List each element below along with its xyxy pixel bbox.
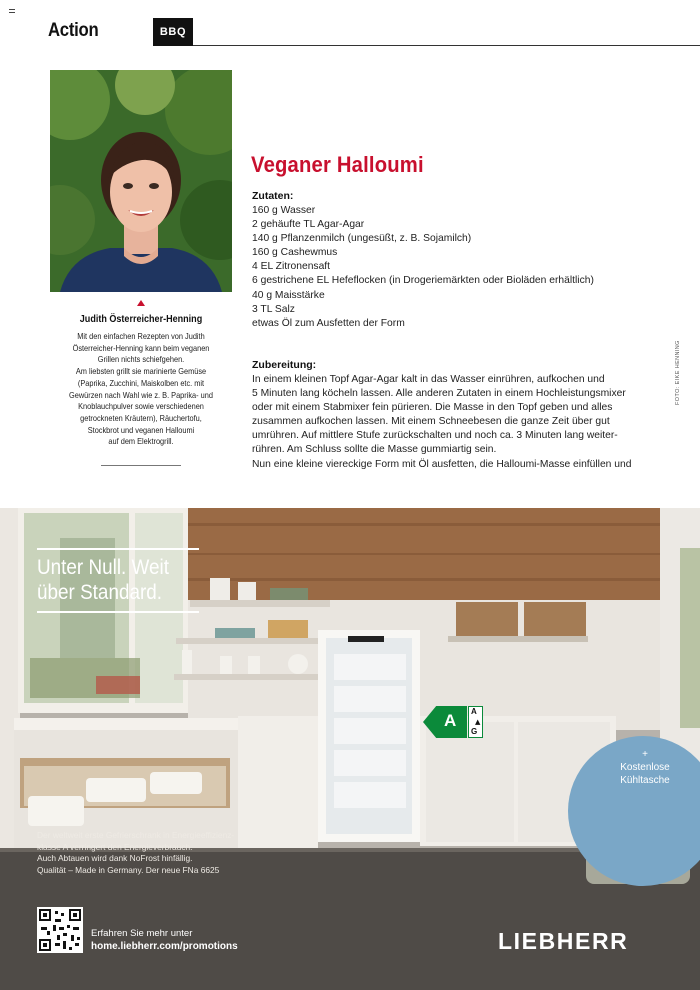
bio-line: Mit den einfachen Rezepten von Judith [77,331,205,341]
bio-line: Gewürzen nach Wahl wie z. B. Paprika- und [69,389,213,400]
portrait-illustration [50,70,232,292]
bio-line: Österreicher-Henning kann beim veganen [72,342,210,353]
preparation-line: umrühren. Auf mittlere Stufe zurückschalten und noch ca. 3 Minuten lang weiter- [252,430,618,442]
energy-scale-bottom: G [471,727,478,736]
ingredient-item: etwas Öl zum Ausfetten der Form [252,317,405,329]
page-marker [9,9,15,13]
ad-headline [37,555,169,605]
ingredient-item: 4 EL Zitronensaft [252,261,331,273]
ad-headline-line: Unter Null. Weit [37,556,169,579]
ingredient-item: 40 g Maisstärke [252,289,325,301]
preparation-line: 5 Minuten lang köcheln lassen. Alle anderen Zutaten in einem Hochleistungsmixer [252,388,626,400]
energy-label [423,706,483,738]
promo-text [606,748,684,787]
preparation-line: Nun eine kleine viereckige Form mit Öl ausfetten, die Halloumi-Masse einfüllen und [252,458,632,470]
ingredient-item: 140 g Pflanzenmilch (ungesüßt, z. B. Sojamilch) [252,233,472,245]
header-rule [193,45,700,46]
ad-body-line: Auch Abtauen wird dank NoFrost hinfällig. [37,853,193,864]
preparation-line: rühren. Am Schluss sollte die Masse gummiartig sein. [252,444,497,456]
bio-divider [101,465,181,466]
ingredients-list [252,204,594,331]
preparation-line: zusammen aufkochen lassen. Mit einem Schneebesen die ganze Zeit über gut [252,416,610,428]
qr-code-icon[interactable] [37,907,83,953]
ad-body-line: Der weltweit erste Gefrierschrank in Energieeffizienz- [37,830,235,840]
ad-body [37,830,234,876]
headline-rule-top [37,548,199,550]
author-portrait [50,70,232,292]
ingredients-heading: Zutaten: [252,190,294,202]
bio-line: Knoblauchpulver sowie verschiedenen [78,401,204,412]
recipe-title: Veganer Halloumi [251,152,424,177]
ingredient-item: 3 TL Salz [252,303,295,315]
ad-body-line: klasse A verringert den Energieverbrauch. [37,841,193,852]
preparation-text [252,373,631,472]
preparation-line: In einem kleinen Topf Agar-Agar kalt in das Wasser einrühren, aufkochen und [252,374,605,385]
energy-scale [468,706,483,738]
ad-headline-line: über Standard. [37,581,163,604]
ingredient-item: 160 g Wasser [252,205,316,216]
author-bio [50,331,232,448]
bio-line: getrockneten Kräutern), Räuchertofu, [80,412,202,423]
promo-line: Kühltasche [620,775,670,786]
headline-rule-bottom [37,611,199,613]
brand-logo: LIEBHERR [498,928,629,954]
photo-credit: FOTO: EIKE HENNING [675,340,681,405]
section-title: Action [48,20,99,41]
cta-label: Erfahren Sie mehr unter [91,928,193,939]
bio-line: Grillen nichts schiefgehen. [97,354,185,365]
energy-class: A [444,711,457,730]
cta-url-link[interactable]: home.liebherr.com/promotions [91,941,238,952]
energy-scale-arrow-icon: ▲ [475,718,481,726]
ingredient-item: 160 g Cashewmus [252,247,338,259]
author-name: Judith Österreicher-Henning [79,313,203,325]
promo-plus-icon: + [642,749,648,760]
ingredient-item: 6 gestrichene EL Hefeflocken (in Drogeriemärkten oder Bioläden erhältlich) [252,275,594,287]
caption-marker-icon [137,300,145,306]
preparation-line: oder mit einem Stabmixer fein pürieren. Die Masse in den Topf geben und alles [252,402,613,414]
energy-scale-top: A [471,707,477,716]
ingredient-item: 2 gehäufte TL Agar-Agar [252,219,365,231]
preparation-heading: Zubereitung: [252,359,317,371]
bio-line: Stockbrot und veganen Halloumi [87,424,195,435]
bio-line: Am liebsten grillt sie marinierte Gemüse [75,366,207,377]
page-header [0,18,700,46]
section-tag: BBQ [153,18,193,46]
bio-line: (Paprika, Zucchini, Maiskolben etc. mit [77,377,205,388]
bio-line: auf dem Elektrogrill. [108,436,174,447]
ad-body-line: Qualität – Made in Germany. Der neue FNa 6625 [37,864,220,875]
liebherr-advert[interactable] [0,508,700,990]
promo-line: Kostenlose [620,762,670,773]
